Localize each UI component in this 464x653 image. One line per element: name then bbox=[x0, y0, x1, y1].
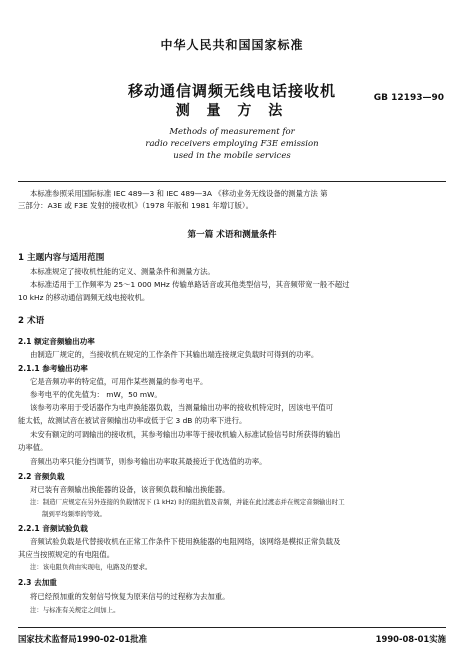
section-2-1-paragraph: 由制造厂规定的，当接收机在规定的工作条件下其输出端连接规定负载时可得到的功率。 bbox=[30, 350, 319, 359]
document-subtitle: 测 量 方 法 bbox=[175, 103, 289, 119]
section-2-1-1-paragraph-6: 功率值。 bbox=[18, 443, 48, 452]
section-2-1-1-heading: 2.1.1 参考输出功率 bbox=[18, 364, 88, 373]
english-title-line-2: radio receivers employing F3E emission bbox=[145, 139, 319, 149]
section-2-1-heading: 2.1 额定音频输出功率 bbox=[18, 337, 95, 346]
footer-divider bbox=[18, 627, 446, 628]
approval-date: 国家技术监督局1990-02-01批准 bbox=[18, 634, 147, 644]
section-1-heading: 1 主题内容与适用范围 bbox=[18, 253, 105, 263]
section-2-1-1-paragraph-5: 未安有额定的可调输出的接收机，其参考输出功率等于接收机输入标准试验信号时所获得的输出 bbox=[30, 430, 341, 439]
section-2-2-1-heading: 2.2.1 音频试验负载 bbox=[18, 524, 88, 533]
section-2-2-1-note: 注：该电阻负荷由实现电，电路及的要求。 bbox=[30, 563, 152, 571]
section-2-1-1-paragraph-4: 能太低，故测试音在被试音频输出功率或低于它 3 dB 的功率下进行。 bbox=[18, 416, 247, 425]
section-2-1-1-paragraph-3: 该参考功率用于受话器作为电声换能器负载，当测量输出功率的接收机特定时，因该电平值可 bbox=[30, 403, 334, 412]
section-2-2-1-paragraph-2: 其应当按照规定的有电阻值。 bbox=[18, 550, 115, 559]
section-2-1-1-paragraph-7: 音频出功率只能分挡调节，则参考输出功率取其最接近于优选值的功率。 bbox=[30, 457, 267, 466]
section-2-2-heading: 2.2 音频负载 bbox=[18, 472, 65, 481]
section-1-paragraph-2: 本标准适用于工作频率为 25～1 000 MHz 传输单路话音或其他类型信号，其音频带宽一般不超过 bbox=[30, 280, 350, 289]
english-title-line-1: Methods of measurement for bbox=[169, 127, 295, 137]
section-2-3-note: 注：与标准有关规定之间加上。 bbox=[30, 606, 120, 614]
section-2-3-paragraph: 将已经预加重的发射信号恢复为原来信号的过程称为去加重。 bbox=[30, 592, 230, 601]
intro-line-1: 本标准参照采用国际标准 IEC 489—3 和 IEC 489—3A 《移动业务无线设备的测量方法 第 bbox=[30, 189, 328, 198]
section-1-paragraph-1: 本标准规定了接收机性能的定义、测量条件和测量方法。 bbox=[30, 267, 215, 276]
issuing-organization: 中华人民共和国国家标准 bbox=[160, 38, 304, 52]
section-1-paragraph-3: 10 kHz 的移动通信调频无线电接收机。 bbox=[18, 293, 150, 302]
section-2-2-note-line-1: 注：制造厂应规定在另外连接的负载情况下 (1 kHz) 时的阻抗值及音频，并能在此过渡态并在规定音频输出时工 bbox=[30, 498, 345, 506]
section-2-1-1-paragraph-1: 它是音频功率的特定值，可用作某些测量的参考电平。 bbox=[30, 377, 208, 386]
standard-code: GB 12193—90 bbox=[373, 93, 444, 103]
section-2-3-heading: 2.3 去加重 bbox=[18, 578, 57, 587]
title-divider bbox=[18, 181, 446, 182]
english-title-line-3: used in the mobile services bbox=[173, 151, 291, 161]
intro-line-2: 三部分：A3E 或 F3E 发射的接收机》（1978 年版和 1981 年增订版）。 bbox=[18, 201, 253, 210]
part-heading: 第一篇 术语和测量条件 bbox=[187, 230, 277, 240]
section-2-2-note-line-2: 制到平均频率的等效。 bbox=[42, 510, 106, 518]
section-2-heading: 2 术语 bbox=[18, 316, 45, 326]
implementation-date: 1990-08-01实施 bbox=[375, 634, 446, 644]
section-2-2-1-paragraph-1: 音频试验负载是代替接收机在正常工作条件下使用换能器的电阻网络，该网络是模拟正常负载及 bbox=[30, 537, 341, 546]
document-title: 移动通信调频无线电话接收机 bbox=[127, 82, 336, 100]
section-2-2-paragraph: 对已装有音频输出换能器的设备，该音频负载和输出换能器。 bbox=[30, 485, 230, 494]
section-2-1-1-paragraph-2: 参考电平的优先值为： mW，50 mW。 bbox=[30, 390, 162, 399]
